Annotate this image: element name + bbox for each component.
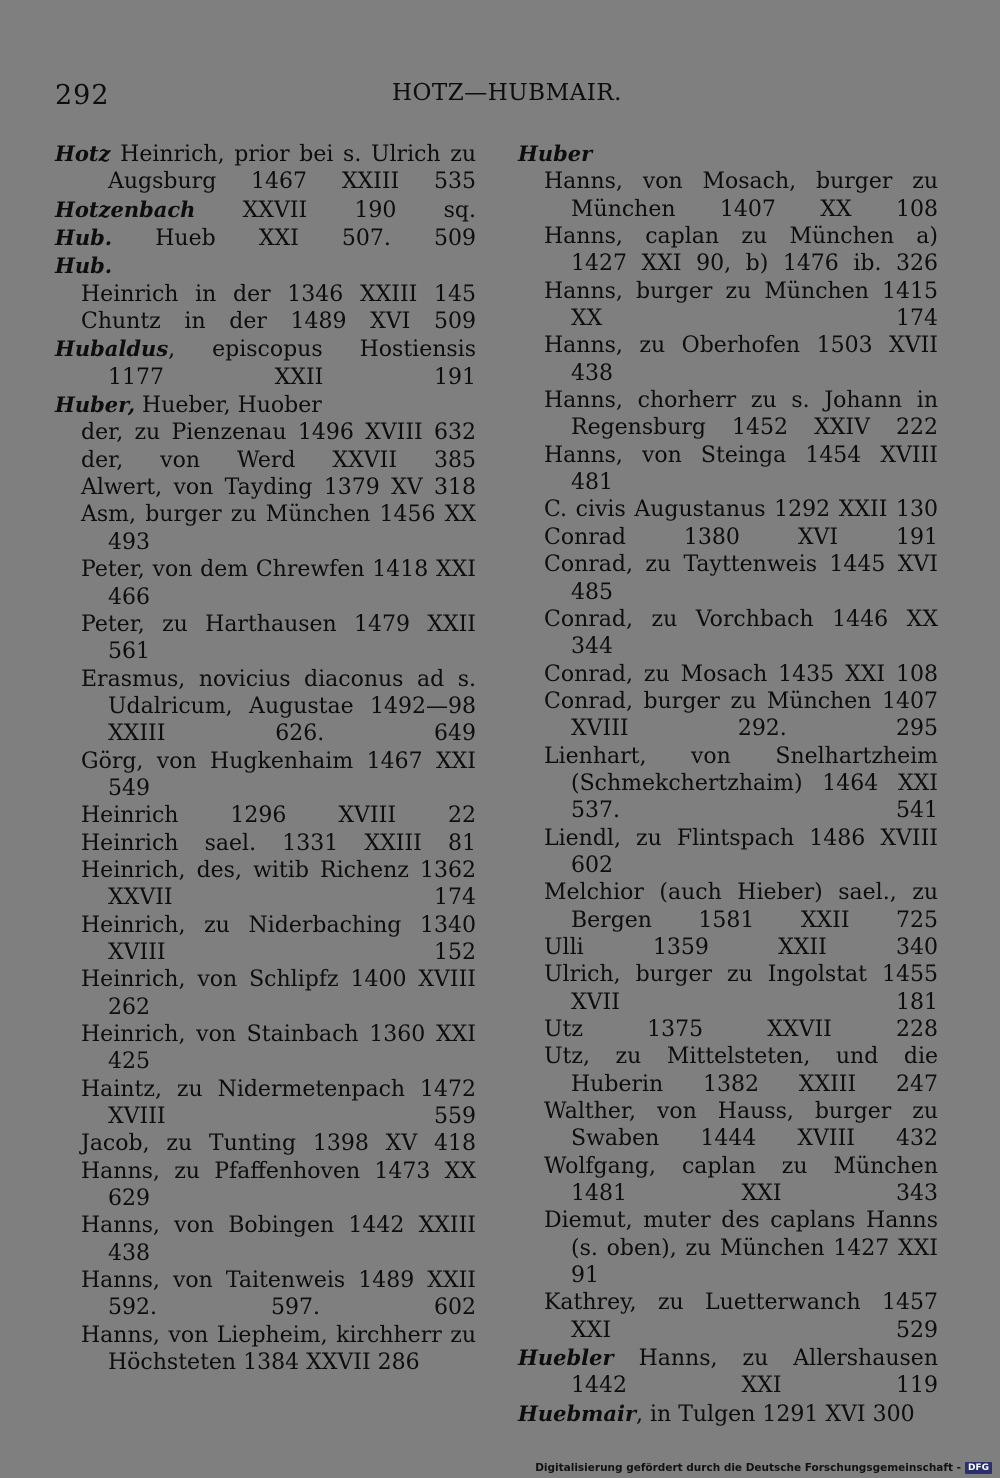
index-entry [518,223,938,278]
entry-text: Conrad 1380 XVI 191 [544,524,938,550]
entry-text: Hanns, zu Allershausen 1442 XXI 119 [571,1346,938,1399]
entry-text: Heinrich, zu Niderbaching 1340 XVIII 152 [81,912,476,965]
digitization-credit [535,1462,992,1474]
index-column-right [518,140,938,1428]
entry-text: Alwert, von Tayding 1379 XV 318 [81,475,476,501]
entry-text: Hanns, zu Oberhofen 1503 XVII 438 [544,333,938,386]
index-entry [55,391,476,419]
entry-text: Peter, zu Harthausen 1479 XXII 561 [81,611,476,665]
index-entry [518,1400,938,1428]
entry-text: Chuntz in der 1489 XVI 509 [81,309,476,335]
entry-text: Erasmus, novicius diaconus ad s. Udalricum, Augustae 1492—98 XXIII 626. 649 [81,666,476,747]
index-entry [55,308,476,335]
dfg-logo: DFG [965,1462,992,1474]
index-entry [518,606,938,661]
running-head: HOTZ—HUBMAIR. [392,80,622,106]
entry-text: Hanns, caplan zu München a) 1427 XXI 90, b) 1476 ib. 326 [544,224,938,277]
entry-text: Hanns, von Mosach, burger zu München 1407 XX 108 [544,169,938,222]
index-entry [518,934,938,961]
entry-text: Jacob, zu Tunting 1398 XV 418 [81,1131,476,1157]
index-entry [55,224,476,252]
entry-text: Hueber, Huober [135,393,322,419]
entry-text: Wolfgang, caplan zu München 1481 XXI 343 [544,1153,938,1207]
entry-surname: Hub. [55,225,113,251]
entry-text: XXVII 190 sq. [195,197,476,223]
index-entry [518,496,938,523]
index-entry [518,961,938,1016]
index-entry [518,1043,938,1098]
entry-text: Lienhart, von Snelhartzheim (Schmekchertzhaim) 1464 XXI 537. 541 [544,743,938,824]
entry-text: Hanns, zu Pfaffenhoven 1473 XX 629 [81,1158,476,1212]
index-entry [55,1212,476,1267]
index-entry [55,1076,476,1131]
index-entry [55,830,476,857]
page-number: 292 [55,80,110,111]
entry-text: Melchior (auch Hieber) sael., zu Bergen 1581 XXII 725 [544,880,938,933]
index-entry [518,661,938,688]
index-entry [518,1289,938,1344]
index-entry [518,1344,938,1400]
entry-text: Heinrich, von Schlipfz 1400 XVIII 262 [81,967,476,1020]
entry-text: Hueb XXI 507. 509 [112,226,476,252]
entry-text: Conrad, zu Mosach 1435 XXI 108 [544,661,938,687]
index-entry [55,281,476,308]
entry-text: Haintz, zu Nidermetenpach 1472 XVIII 559 [81,1076,476,1130]
entry-text: Heinrich, von Stainbach 1360 XXI 425 [81,1022,476,1075]
entry-text: Asm, burger zu München 1456 XX 493 [81,502,476,555]
index-entry [55,556,476,611]
entry-text: Peter, von dem Chrewfen 1418 XXI 466 [81,557,476,610]
index-entry [55,501,476,556]
entry-text: Hanns, burger zu München 1415 XX 174 [544,278,938,332]
entry-text: Walther, von Hauss, burger zu Swaben 1444 XVIII 432 [544,1099,938,1152]
entry-text: Hanns, von Liepheim, kirchherr zu Höchsteten 1384 XXVII 286 [81,1322,476,1376]
index-entry [518,278,938,333]
entry-text: Ulrich, burger zu Ingolstat 1455 XVII 181 [544,962,938,1015]
entry-text: , episcopus Hostiensis 1177 XXII 191 [108,337,476,390]
entry-text: Görg, von Hugkenhaim 1467 XXI 549 [81,748,476,801]
index-entry [518,1207,938,1289]
entry-text: Heinrich, des, witib Richenz 1362 XXVII 174 [81,857,476,911]
entry-text: Heinrich in der 1346 XXIII 145 [81,281,476,307]
entry-text: Kathrey, zu Luetterwanch 1457 XXI 529 [544,1290,938,1343]
entry-surname: Huebler [518,1345,614,1371]
entry-text: Utz 1375 XXVII 228 [544,1017,938,1042]
entry-surname: Huber [518,141,593,166]
entry-surname: Hotzenbach [55,196,196,222]
index-entry [518,140,938,168]
entry-surname: Hub. [55,253,113,279]
entry-surname: Huber, [55,392,136,418]
index-entry [518,1153,938,1208]
index-entry [518,387,938,442]
entry-text: Hanns, von Steinga 1454 XVIII 481 [544,442,938,496]
entry-surname: Hotz [55,141,111,166]
entry-text: , in Tulgen 1291 XVI 300 [636,1401,915,1427]
entry-text: Hanns, chorherr zu s. Johann in Regensburg 1452 XXIV 222 [544,388,938,441]
index-entry [55,611,476,666]
footer-text: Digitalisierung gefördert durch die Deutsche Forschungsgemeinschaft - [535,1462,961,1474]
entry-text: Conrad, burger zu München 1407 XVIII 292. 295 [544,688,938,742]
index-entry [518,168,938,223]
index-entry [518,688,938,743]
entry-text: Conrad, zu Tayttenweis 1445 XVI 485 [544,552,938,605]
entry-surname: Huebmair [518,1400,637,1426]
index-entry [55,474,476,501]
index-entry [55,912,476,967]
entry-text: Hanns, von Taitenweis 1489 XXII 592. 597. 602 [81,1268,476,1321]
index-entry [55,1021,476,1076]
entry-text: Ulli 1359 XXII 340 [544,934,938,960]
index-entry [518,879,938,934]
index-entry [55,252,476,280]
index-entry [55,666,476,748]
index-entry [55,1322,476,1377]
index-entry [518,524,938,551]
index-entry [518,551,938,606]
index-entry [55,140,476,196]
entry-text: Conrad, zu Vorchbach 1446 XX 344 [544,606,938,660]
index-entry [55,748,476,803]
entry-text: Liendl, zu Flintspach 1486 XVIII 602 [544,825,938,878]
index-entry [55,1158,476,1213]
index-entry [518,1016,938,1043]
index-entry [55,196,476,224]
entry-text: Heinrich, prior bei s. Ulrich zu Augsburg 1467 XXIII 535 [108,142,476,195]
index-entry [55,1267,476,1322]
index-entry [55,802,476,829]
entry-text: Diemut, muter des caplans Hanns (s. oben), zu München 1427 XXI 91 [544,1208,938,1289]
index-entry [518,332,938,387]
entry-text: Heinrich sael. 1331 XXIII 81 [81,830,476,856]
index-entry [55,335,476,391]
entry-surname: Hubaldus [55,336,169,362]
index-entry [518,1098,938,1153]
entry-text: Utz, zu Mittelsteten, und die Huberin 1382 XXIII 247 [544,1044,938,1097]
index-entry [55,447,476,474]
index-entry [518,825,938,880]
entry-text: Heinrich 1296 XVIII 22 [81,803,476,829]
entry-text: Hanns, von Bobingen 1442 XXIII 438 [81,1213,476,1266]
index-entry [55,857,476,912]
index-entry [55,966,476,1021]
index-entry [518,442,938,497]
index-entry [55,419,476,446]
index-column-left [55,140,476,1376]
entry-text: C. civis Augustanus 1292 XXII 130 [544,497,938,523]
index-entry [518,743,938,825]
entry-text: der, von Werd XXVII 385 [81,447,476,473]
entry-text: der, zu Pienzenau 1496 XVIII 632 [81,420,476,446]
index-entry [55,1130,476,1157]
